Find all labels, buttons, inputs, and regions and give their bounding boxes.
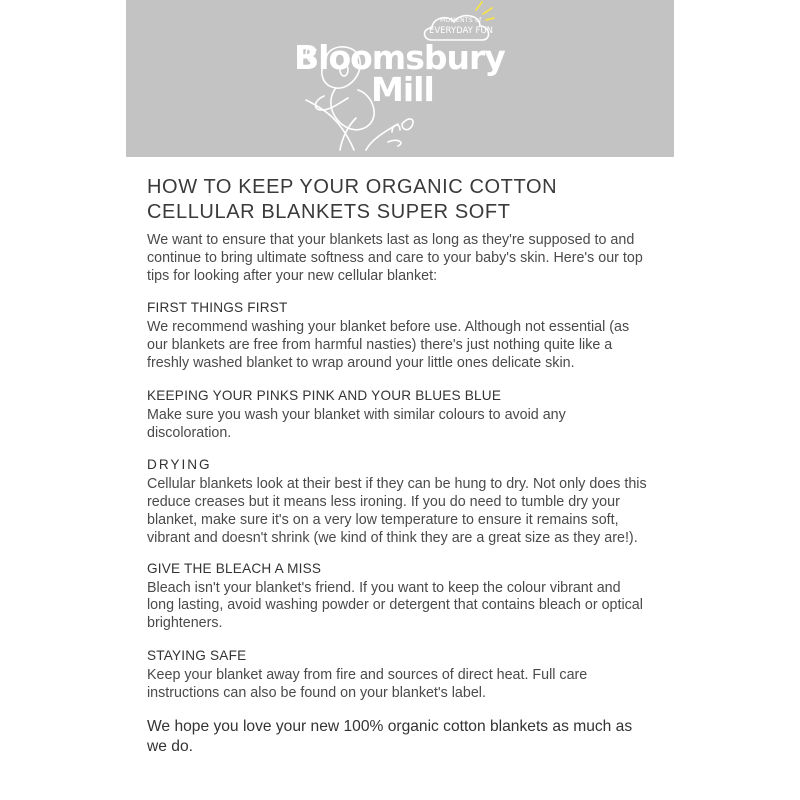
closing-text: We hope you love your new 100% organic cotton blankets as much as we do.	[147, 717, 633, 755]
section-first-things	[147, 299, 647, 372]
title-line-2: CELLULAR BLANKETS SUPER SOFT	[147, 201, 511, 223]
section-body: Bleach isn't your blanket's friend. If you want to keep the colour vibrant and long lasting, avoid washing powder or detergent that contains bleach or optical brighteners.	[147, 579, 643, 632]
section-heading: DRYING	[147, 457, 212, 473]
care-card	[126, 0, 674, 800]
logo-line-2: Mill	[371, 70, 434, 109]
section-safety	[147, 647, 647, 703]
intro-text: We want to ensure that your blankets last as long as they're supposed to and continue to bring ultimate softness and care to your baby's skin. Here's our top tips for looking after your new cellular blanket:	[147, 232, 643, 284]
section-body: Make sure you wash your blanket with similar colours to avoid any discoloration.	[147, 406, 566, 441]
title-line-1: HOW TO KEEP YOUR ORGANIC COTTON	[147, 176, 558, 198]
page-title	[147, 175, 647, 225]
badge-line-1: MOMENTS of	[440, 17, 482, 24]
badge-line-2: EVERYDAY FUN	[429, 26, 494, 36]
brand-banner	[126, 0, 674, 157]
section-heading: GIVE THE BLEACH A MISS	[147, 560, 322, 576]
care-content	[147, 175, 647, 757]
section-body: Cellular blankets look at their best if they can be hung to dry. Not only does this reduce creases but it means less ironing. If you do need to tumble dry your blanket, make sure it's on a very low temperature to ensure it remains soft, vibrant and doesn't shrink (we kind of think they are a great size as they are!).	[147, 476, 647, 546]
section-bleach	[147, 560, 647, 633]
section-body: We recommend washing your blanket before use. Although not essential (as our blankets are free from harmful nasties) there's just nothing quite like a freshly washed blanket to wrap around your little ones delicate skin.	[147, 319, 630, 371]
section-body: Keep your blanket away from fire and sources of direct heat. Full care instructions can also be found on your blanket's label.	[147, 666, 588, 701]
section-heading: FIRST THINGS FIRST	[147, 300, 288, 316]
section-colours	[147, 387, 647, 443]
section-heading: STAYING SAFE	[147, 647, 247, 663]
section-drying	[147, 456, 647, 547]
logo-line-1: Bloomsbury	[294, 38, 505, 77]
section-heading: KEEPING YOUR PINKS PINK AND YOUR BLUES BLUE	[147, 387, 502, 403]
